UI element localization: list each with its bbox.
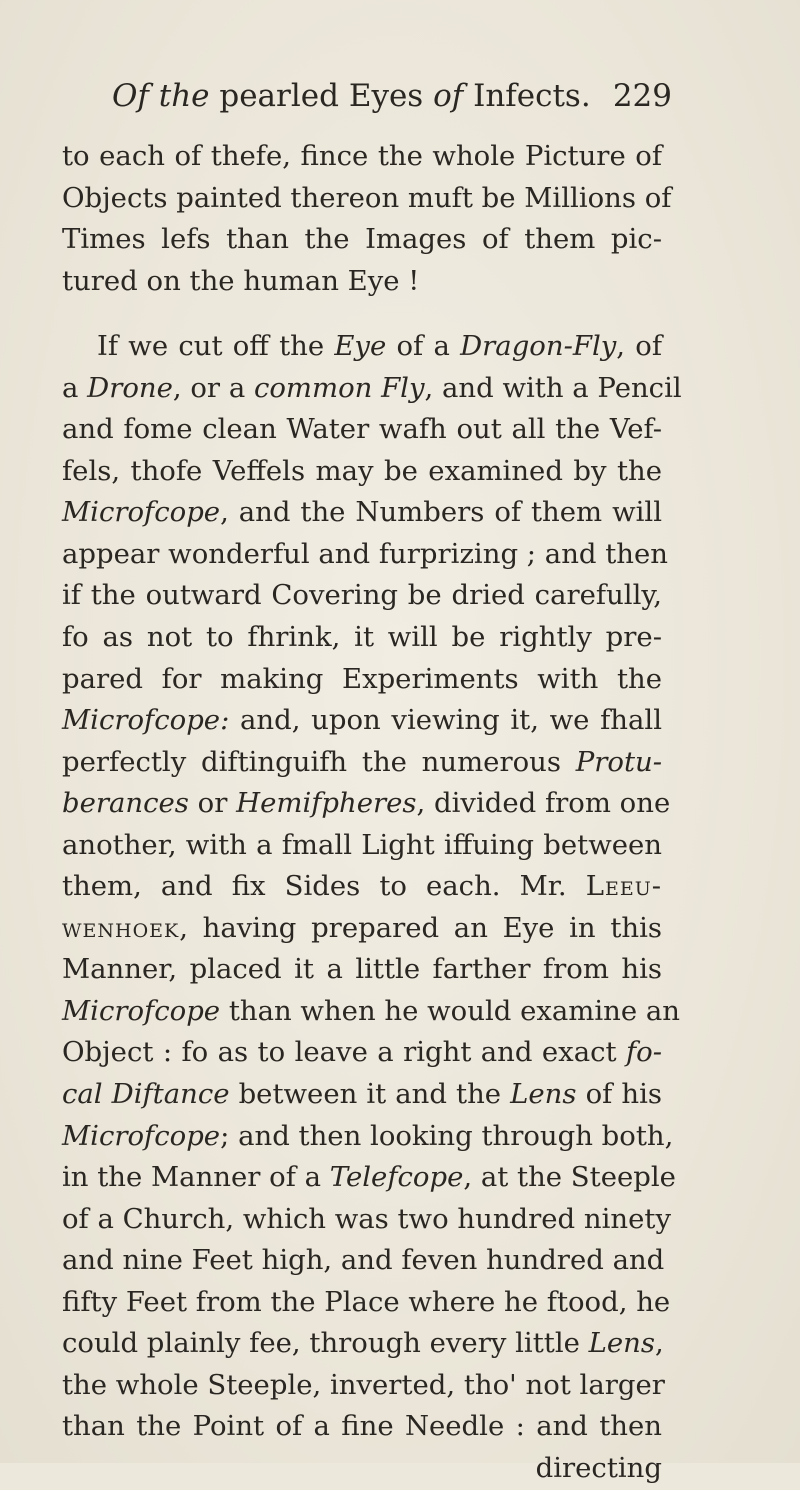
text-line: if the outward Covering be dried carefully, — [62, 579, 662, 612]
text-line: fo as not to fhrink, it will be rightly pre- — [62, 621, 662, 654]
text-line: Microfcope: and, upon viewing it, we fhall — [62, 704, 662, 737]
text-line: Microfcope, and the Numbers of them will — [62, 496, 662, 529]
text-line: If we cut off the Eye of a Dragon-Fly, of — [97, 330, 662, 363]
body-text — [62, 136, 682, 1490]
text-line: a Drone, or a common Fly, and with a Pencil — [62, 371, 682, 404]
text-line: to each of thefe, fince the whole Picture of — [62, 140, 662, 172]
text-line: Manner, placed it a little farther from his — [62, 953, 662, 986]
text-line: Times lefs than the Images of them pic- — [62, 223, 662, 256]
text-line: Object : fo as to leave a right and exact fo- — [62, 1036, 662, 1069]
text-line: in the Manner of a Telefcope, at the Steeple — [62, 1161, 676, 1194]
text-line: them, and fix Sides to each. Mr. Leeu- — [62, 870, 662, 903]
catchword: directing — [535, 1451, 662, 1484]
text-line: Objects painted thereon muft be Millions of — [62, 181, 672, 214]
text-line: fifty Feet from the Place where he ftood, he — [62, 1285, 671, 1318]
text-line: of a Church, which was two hundred ninety — [62, 1202, 671, 1235]
text-line: fels, thofe Veffels may be examined by the — [62, 454, 662, 487]
page-number: 229 — [612, 78, 672, 114]
paragraph-gap — [62, 302, 662, 326]
page-header — [112, 78, 672, 122]
running-title: Of the pearled Eyes of Infects. — [112, 78, 591, 114]
text-line: and nine Feet high, and feven hundred and — [62, 1244, 665, 1277]
text-line: cal Diftance between it and the Lens of his — [62, 1078, 662, 1111]
text-line: could plainly fee, through every little Lens, — [62, 1327, 664, 1360]
text-line: Microfcope; and then looking through both, — [62, 1119, 674, 1152]
text-line: pared for making Experiments with the — [62, 662, 662, 695]
text-line: Microfcope than when he would examine an — [62, 994, 680, 1027]
text-line: than the Point of a fine Needle : and then — [62, 1410, 662, 1443]
text-line: the whole Steeple, inverted, tho' not larger — [62, 1368, 665, 1401]
text-line: and fome clean Water wafh out all the Vef- — [62, 413, 662, 446]
text-line: perfectly diftinguifh the numerous Protu- — [62, 745, 662, 778]
text-line: appear wonderful and furprizing ; and then — [62, 537, 668, 570]
text-line: berances or Hemifpheres, divided from one — [62, 787, 671, 820]
text-line: another, with a fmall Light iffuing between — [62, 828, 662, 861]
text-line: tured on the human Eye ! — [62, 264, 420, 297]
text-line: wenhoek, having prepared an Eye in this — [62, 911, 662, 944]
